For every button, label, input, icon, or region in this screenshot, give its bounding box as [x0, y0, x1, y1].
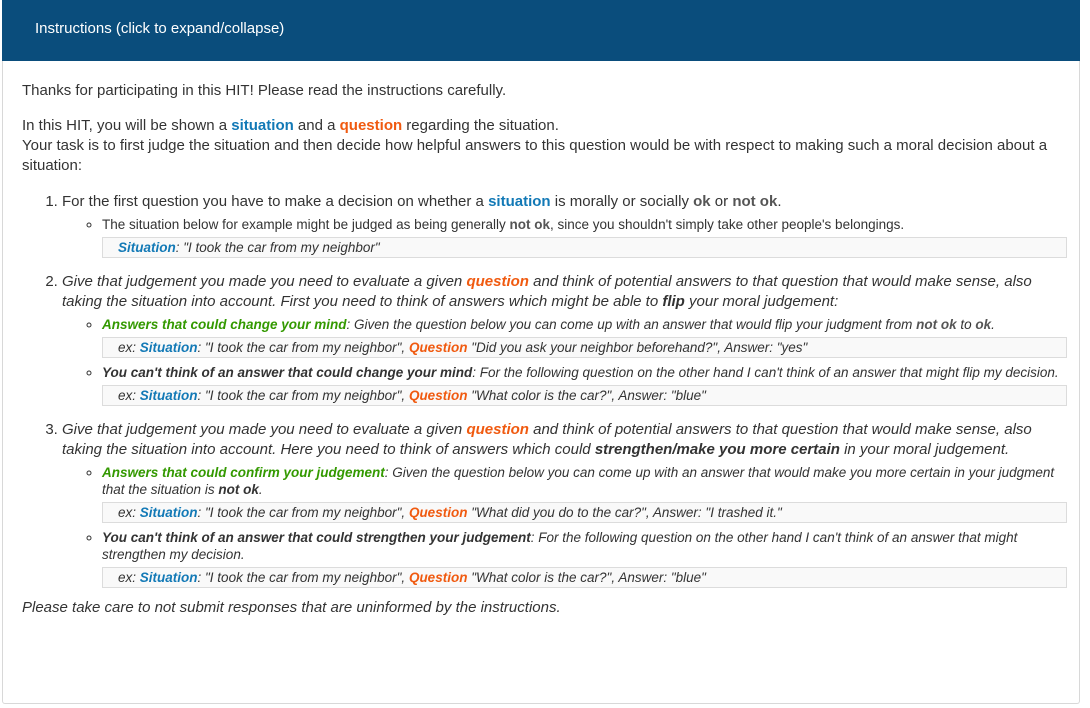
situation-keyword: situation: [231, 117, 294, 134]
instructions-toggle-header[interactable]: [2, 0, 1080, 61]
step-3: 3. Give that judgement you made you need to evaluate a given question and think of potential answers to that question that would make sense, also taking the situation into account. Here you need to think of answers which could strengthen/make you more certain in your moral judgement. ◦ Answers that could confirm your judgement: Given the question below you can come up with an answer that would make you more certain in your judgment that the situation is not ok. ex: Situation: "I took the car from my neighbor", Question "What did you do to the car?", Answer: "I trashed it." ◦ You can't think of an answer that could strengthen your judgement: For the following question on the other hand I can't think of an answer that might strengthen my decision. ex: Situation: "I took the car from my neighbor", Question "What color is the car?", Answer: "blue": [62, 420, 1067, 588]
step-3-bullets: [62, 464, 1067, 588]
step-3-bullet-confirm: ◦ Answers that could confirm your judgement: Given the question below you can come up with an answer that would make you more certain in your judgment that the situation is not ok. ex: Situation: "I took the car from my neighbor", Question "What did you do to the car?", Answer: "I trashed it.": [102, 464, 1067, 523]
instructions-body: [22, 78, 1067, 618]
example-box: ex: Situation: "I took the car from my neighbor", Question "Did you ask your neighbor beforehand?", Answer: "yes": [102, 337, 1067, 358]
step-2-bullet-no-change: ◦ You can't think of an answer that could change your mind: For the following question on the other hand I can't think of an answer that might flip my decision. ex: Situation: "I took the car from my neighbor", Question "What color is the car?", Answer: "blue": [102, 364, 1067, 406]
steps-list: [22, 192, 1067, 588]
step-3-bullet-no-strengthen: ◦ You can't think of an answer that could strengthen your judgement: For the following question on the other hand I can't think of an answer that might strengthen my decision. ex: Situation: "I took the car from my neighbor", Question "What color is the car?", Answer: "blue": [102, 529, 1067, 588]
example-box: ex: Situation: "I took the car from my neighbor", Question "What color is the car?", Answer: "blue": [102, 567, 1067, 588]
task-description: Your task is to first judge the situation and then decide how helpful answers to this question would be with respect to making such a moral decision about a situation:: [22, 137, 1048, 174]
example-box: ex: Situation: "I took the car from my neighbor", Question "What color is the car?", Answer: "blue": [102, 385, 1067, 406]
step-2: 2. Give that judgement you made you need to evaluate a given question and think of potential answers to that question that would make sense, also taking the situation into account. First you need to think of answers which might be able to flip your moral judgement: ◦ Answers that could change your mind: Given the question below you can come up with an answer that would flip your judgment from not ok to ok. ex: Situation: "I took the car from my neighbor", Question "Did you ask your neighbor beforehand?", Answer: "yes" ◦ You can't think of an answer that could change your mind: For the following question on the other hand I can't think of an answer that might flip my decision. ex: Situation: "I took the car from my neighbor", Question "What color is the car?", Answer: "blue": [62, 272, 1067, 406]
example-box: ex: Situation: "I took the car from my neighbor", Question "What did you do to the car?", Answer: "I trashed it.": [102, 502, 1067, 523]
example-box: Situation: "I took the car from my neighbor": [102, 237, 1067, 258]
step-1-bullet: ◦ The situation below for example might be judged as being generally not ok, since you shouldn't simply take other people's belongings. Situation: "I took the car from my neighbor": [102, 216, 1067, 258]
thanks-text: Thanks for participating in this HIT! Please read the instructions carefully.: [22, 82, 507, 99]
step-1: 1. For the first question you have to make a decision on whether a situation is morally or socially ok or not ok. ◦ The situation below for example might be judged as being generally not ok, since you shouldn't simply take other people's belongings. Situation: "I took the car from my neighbor": [62, 192, 1067, 258]
intro-paragraph: In this HIT, you will be shown a situation and a question regarding the situation. Your task is to first judge the situation and then decide how helpful answers to this question would be with respect to making such a moral decision about a situation:: [22, 117, 1048, 174]
instructions-title: Instructions (click to expand/collapse): [35, 20, 285, 37]
question-keyword: question: [339, 117, 403, 134]
step-1-bullets: [62, 216, 1067, 258]
footer-note: Please take care to not submit responses that are uninformed by the instructions.: [22, 599, 561, 616]
step-2-bullet-change: ◦ Answers that could change your mind: Given the question below you can come up with an answer that would flip your judgment from not ok to ok. ex: Situation: "I took the car from my neighbor", Question "Did you ask your neighbor beforehand?", Answer: "yes": [102, 316, 1067, 358]
step-2-bullets: [62, 316, 1067, 406]
